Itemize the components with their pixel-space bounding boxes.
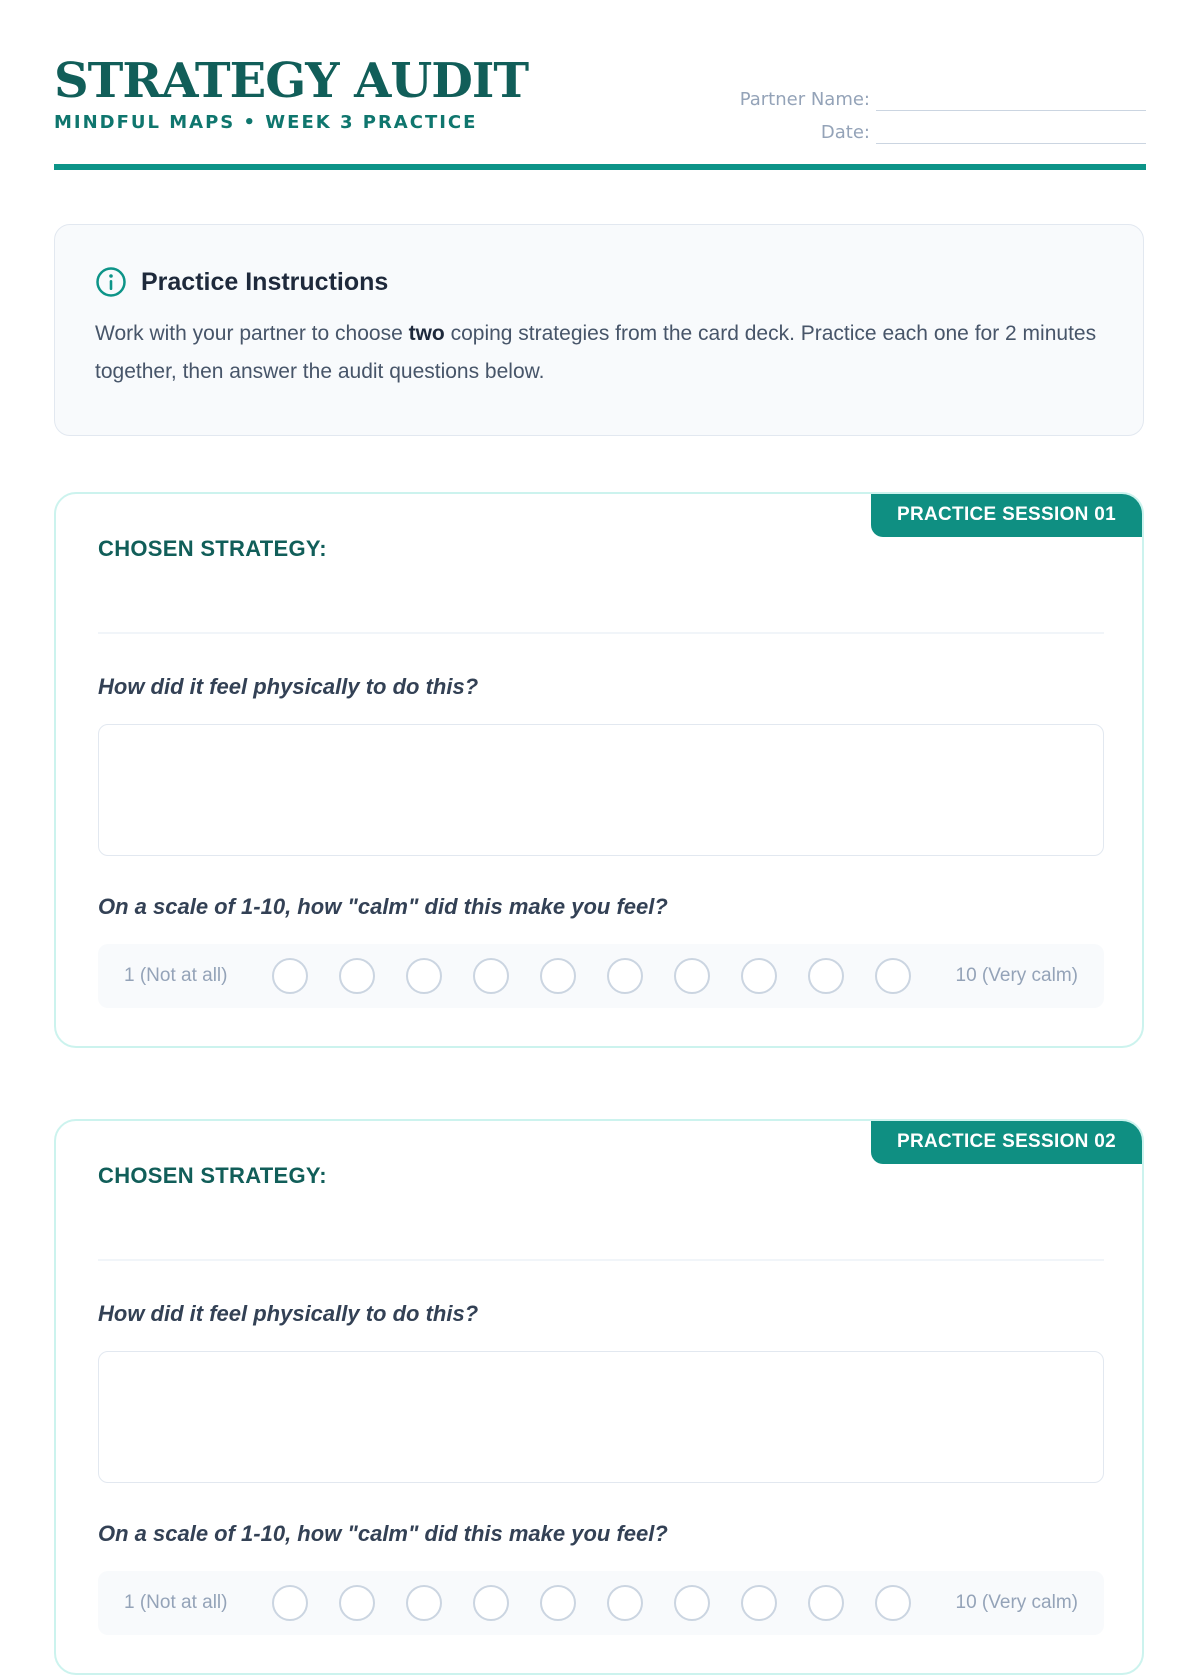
session-badge: PRACTICE SESSION 02 [871, 1121, 1142, 1164]
instructions-text-emphasis: two [408, 322, 445, 345]
date-field[interactable] [876, 125, 1146, 144]
rating-option-4[interactable] [473, 1585, 509, 1621]
page-title: STRATEGY AUDIT [54, 53, 529, 109]
session-badge: PRACTICE SESSION 01 [871, 494, 1142, 537]
rating-option-8[interactable] [741, 958, 777, 994]
rating-option-5[interactable] [540, 958, 576, 994]
date-label: Date: [820, 122, 870, 143]
rating-option-6[interactable] [607, 1585, 643, 1621]
calm-rating-scale [98, 1571, 1104, 1635]
rating-option-2[interactable] [339, 1585, 375, 1621]
date-row [726, 111, 1146, 144]
info-icon [95, 266, 127, 298]
instructions-title: Practice Instructions [141, 267, 389, 296]
scale-min-label: 1 (Not at all) [124, 1592, 228, 1613]
rating-option-3[interactable] [406, 1585, 442, 1621]
instructions-text-end: coping strategies from the card deck. Practice each one for 2 minutes together, then answer the audit questions below. [95, 322, 1097, 383]
instructions-panel [54, 224, 1144, 436]
rating-option-10[interactable] [875, 1585, 911, 1621]
rating-option-9[interactable] [808, 958, 844, 994]
physical-feeling-question: How did it feel physically to do this? [98, 1301, 479, 1326]
rating-option-3[interactable] [406, 958, 442, 994]
practice-session-card [54, 492, 1144, 1048]
instructions-text [95, 315, 1103, 391]
rating-option-9[interactable] [808, 1585, 844, 1621]
practice-session-card [54, 1119, 1144, 1675]
worksheet-header [54, 0, 1146, 170]
worksheet-page [54, 0, 1146, 1613]
rating-options [227, 1585, 955, 1621]
rating-option-1[interactable] [272, 958, 308, 994]
rating-option-10[interactable] [875, 958, 911, 994]
partner-name-field[interactable] [876, 92, 1146, 111]
scale-max-label: 10 (Very calm) [955, 1592, 1078, 1613]
calm-rating-scale [98, 944, 1104, 1008]
physical-feeling-answer-box[interactable] [98, 1351, 1104, 1483]
calm-rating-question: On a scale of 1-10, how "calm" did this make you feel? [98, 894, 668, 919]
partner-name-label: Partner Name: [739, 89, 870, 110]
scale-min-label: 1 (Not at all) [124, 965, 228, 986]
rating-option-7[interactable] [674, 958, 710, 994]
chosen-strategy-field[interactable] [98, 1259, 1104, 1261]
header-divider [54, 164, 1146, 170]
rating-option-2[interactable] [339, 958, 375, 994]
rating-option-8[interactable] [741, 1585, 777, 1621]
rating-option-4[interactable] [473, 958, 509, 994]
chosen-strategy-label: CHOSEN STRATEGY: [98, 536, 327, 561]
page-subtitle: MINDFUL MAPS • WEEK 3 PRACTICE [54, 112, 478, 133]
instructions-heading [95, 265, 1103, 299]
rating-options [227, 958, 955, 994]
rating-option-7[interactable] [674, 1585, 710, 1621]
instructions-text-start: Work with your partner to choose [95, 322, 409, 345]
scale-max-label: 10 (Very calm) [955, 965, 1078, 986]
physical-feeling-question: How did it feel physically to do this? [98, 674, 479, 699]
chosen-strategy-field[interactable] [98, 632, 1104, 634]
physical-feeling-answer-box[interactable] [98, 724, 1104, 856]
chosen-strategy-label: CHOSEN STRATEGY: [98, 1163, 327, 1188]
meta-fields [726, 78, 1146, 144]
calm-rating-question: On a scale of 1-10, how "calm" did this make you feel? [98, 1521, 668, 1546]
rating-option-5[interactable] [540, 1585, 576, 1621]
rating-option-6[interactable] [607, 958, 643, 994]
rating-option-1[interactable] [272, 1585, 308, 1621]
partner-name-row [726, 78, 1146, 111]
